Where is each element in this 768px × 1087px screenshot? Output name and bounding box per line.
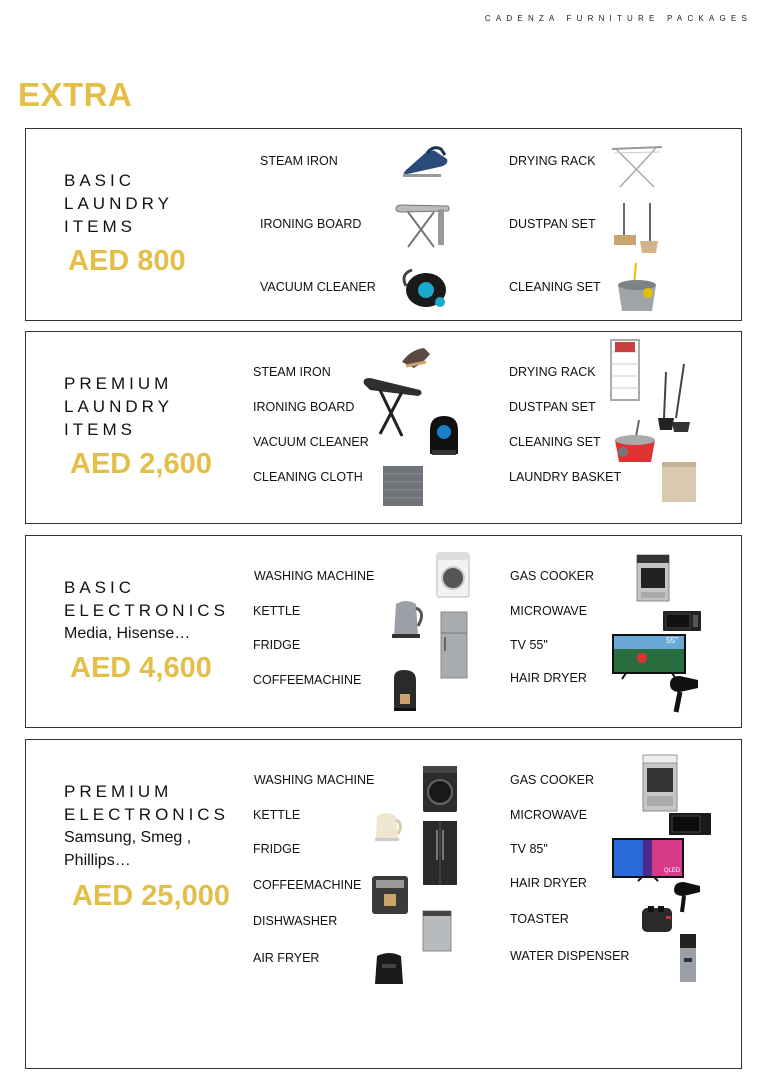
item-label: DISHWASHER (253, 914, 338, 928)
item-label: LAUNDRY BASKET (509, 470, 622, 484)
title-line: BASIC (64, 578, 136, 597)
package-subtitle: Samsung, Smeg , (64, 829, 192, 846)
item-label: DUSTPAN SET (509, 400, 596, 414)
drying-rack-icon (609, 338, 641, 404)
item-label: AIR FRYER (253, 951, 320, 965)
item-label: FRIDGE (253, 842, 301, 856)
dustpan-set-icon (610, 201, 660, 257)
item-label: GAS COOKER (510, 569, 595, 583)
drying-rack-icon (610, 143, 664, 189)
item-label: KETTLE (253, 808, 301, 822)
package-price: AED 800 (68, 245, 186, 277)
item-label: TV 55" (510, 638, 548, 652)
coffee-machine-icon (390, 668, 420, 712)
package-title (64, 780, 229, 872)
item-label: STEAM IRON (260, 154, 338, 168)
dishwasher-icon (422, 910, 452, 952)
gas-cooker-icon (636, 554, 670, 602)
water-dispenser-icon (678, 932, 698, 984)
title-line: BASIC (64, 171, 136, 190)
coffee-machine-icon (370, 874, 410, 916)
hair-dryer-icon (666, 674, 700, 714)
air-fryer-icon (372, 950, 406, 988)
tv-size-badge: 55" (666, 636, 678, 645)
item-label: IRONING BOARD (260, 217, 362, 231)
item-label: IRONING BOARD (253, 400, 355, 414)
item-label: HAIR DRYER (510, 876, 587, 890)
washing-machine-icon (436, 552, 470, 598)
package-subtitle: Phillips… (64, 852, 131, 869)
vacuum-cleaner-icon (398, 264, 450, 310)
brand-header: CADENZA FURNITURE PACKAGES (484, 14, 752, 23)
title-line: PREMIUM (64, 782, 173, 801)
kettle-icon (388, 596, 426, 638)
item-label: CLEANING SET (509, 435, 601, 449)
item-label: WASHING MACHINE (254, 569, 375, 583)
item-label: GAS COOKER (510, 773, 595, 787)
item-label: MICROWAVE (510, 604, 588, 618)
title-line: LAUNDRY (64, 397, 173, 416)
item-label: DRYING RACK (509, 154, 596, 168)
package-premium-laundry (25, 331, 742, 524)
item-label: VACUUM CLEANER (253, 435, 369, 449)
title-line: ELECTRONICS (64, 805, 229, 824)
package-title (64, 372, 173, 441)
item-label: MICROWAVE (510, 808, 588, 822)
vacuum-cleaner-icon (424, 410, 464, 458)
steam-iron-icon (399, 141, 451, 183)
hair-dryer-icon (672, 880, 702, 914)
item-label: KETTLE (253, 604, 301, 618)
item-label: CLEANING CLOTH (253, 470, 363, 484)
item-label: COFFEEMACHINE (253, 878, 362, 892)
page-title: EXTRA (18, 76, 133, 113)
item-label: FRIDGE (253, 638, 301, 652)
ironing-board-icon (394, 203, 452, 249)
item-label: WATER DISPENSER (510, 949, 630, 963)
item-label: COFFEEMACHINE (253, 673, 362, 687)
package-price: AED 4,600 (70, 652, 212, 684)
title-line: LAUNDRY (64, 194, 173, 213)
item-label: STEAM IRON (253, 365, 331, 379)
toaster-icon (640, 904, 674, 934)
fridge-icon (440, 611, 468, 679)
package-subtitle: Media, Hisense… (64, 625, 191, 642)
item-label: TV 85" (510, 842, 548, 856)
item-label: HAIR DRYER (510, 671, 587, 685)
title-line: ITEMS (64, 217, 136, 236)
cleaning-cloth-icon (381, 462, 425, 508)
cleaning-set-icon (612, 261, 662, 317)
microwave-icon (668, 812, 712, 836)
gas-cooker-icon (642, 754, 678, 812)
title-line: PREMIUM (64, 374, 173, 393)
package-title (64, 576, 229, 645)
package-basic-electronics (25, 535, 742, 728)
fridge-icon (422, 820, 458, 886)
laundry-basket-icon (660, 460, 698, 504)
washing-machine-icon (422, 765, 458, 813)
microwave-icon (662, 610, 702, 632)
title-line: ELECTRONICS (64, 601, 229, 620)
kettle-icon (372, 808, 404, 842)
item-label: VACUUM CLEANER (260, 280, 376, 294)
item-label: DRYING RACK (509, 365, 596, 379)
package-premium-electronics (25, 739, 742, 1069)
package-title (64, 169, 173, 238)
package-price: AED 25,000 (72, 880, 230, 912)
package-basic-laundry (25, 128, 742, 321)
tv-icon (612, 838, 684, 882)
cleaning-set-icon (609, 418, 659, 466)
package-price: AED 2,600 (70, 448, 212, 480)
dustpan-set-icon (656, 362, 692, 438)
title-line: ITEMS (64, 420, 136, 439)
item-label: TOASTER (510, 912, 569, 926)
item-label: DUSTPAN SET (509, 217, 596, 231)
item-label: WASHING MACHINE (254, 773, 375, 787)
item-label: CLEANING SET (509, 280, 601, 294)
tv-quality-badge: QLED (663, 868, 681, 874)
